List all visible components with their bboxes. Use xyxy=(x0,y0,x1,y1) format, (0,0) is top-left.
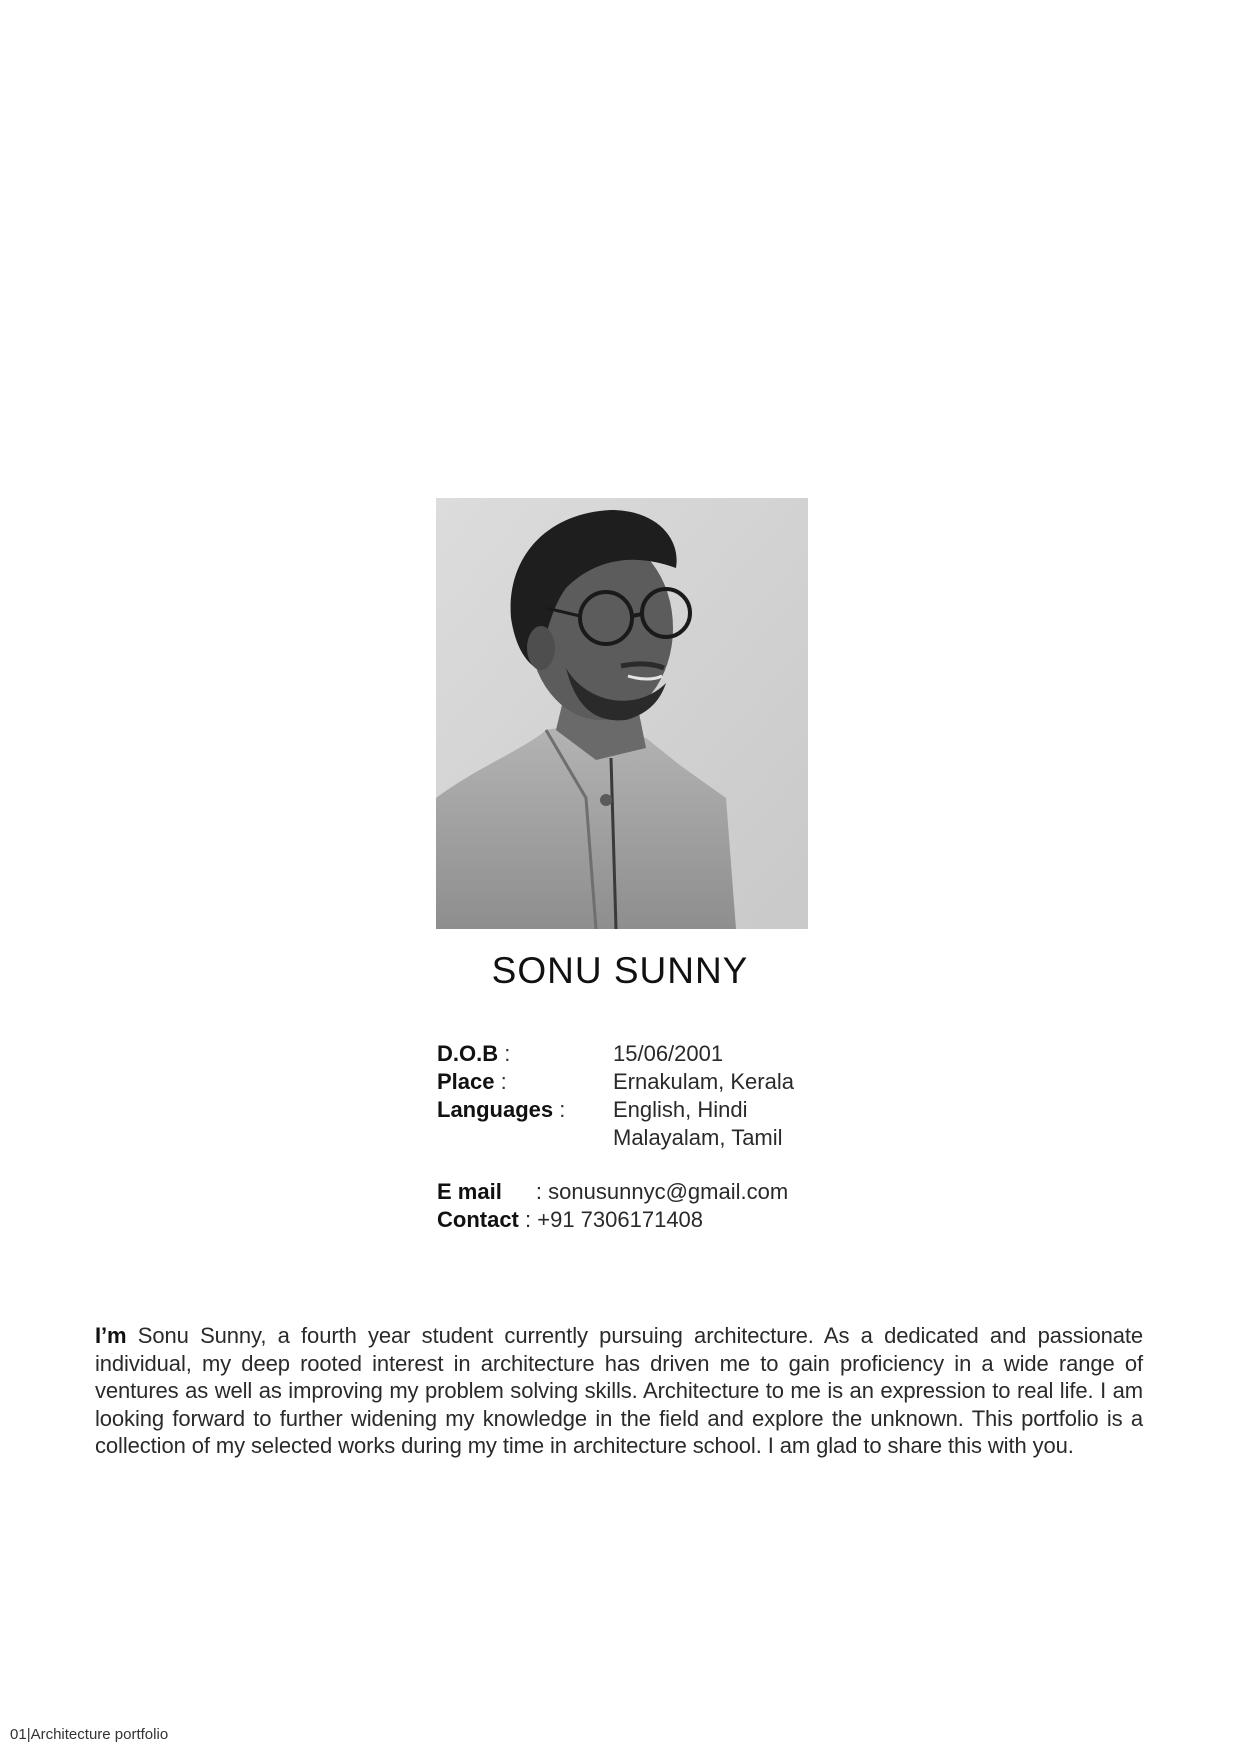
portrait-illustration xyxy=(436,498,808,929)
label-place: Place xyxy=(437,1069,495,1094)
bio-text: Sonu Sunny, a fourth year student currently pursuing architecture. As a dedicated and passionate individual, my deep rooted interest in architecture has driven me to gain proficiency in a wide range of ventures as well as improving my problem solving skills. Architecture to me is an expression to real life. I am looking forward to further widening my knowledge in the field and explore the unknown. This portfolio is a collection of my selected works during my time in architecture school. I am glad to share this with you. xyxy=(95,1323,1143,1459)
person-name-text: SONU SUNNY xyxy=(491,950,749,991)
detail-value-languages-2: Malayalam, Tamil xyxy=(613,1125,783,1150)
portrait-photo xyxy=(436,498,808,929)
label-separator: : xyxy=(498,1041,511,1066)
person-name xyxy=(0,950,1240,992)
contact-details xyxy=(437,1178,788,1234)
detail-row-dob xyxy=(437,1040,794,1068)
personal-details xyxy=(437,1040,794,1152)
detail-value-dob: 15/06/2001 xyxy=(613,1041,724,1066)
page-footer xyxy=(10,1726,168,1743)
label-languages: Languages xyxy=(437,1097,554,1122)
contact-row-email xyxy=(437,1178,788,1206)
detail-row-languages xyxy=(437,1096,794,1124)
email-separator: : xyxy=(529,1179,549,1204)
footer-divider: | xyxy=(26,1726,31,1743)
phone-separator: : xyxy=(518,1207,538,1232)
label-separator: : xyxy=(494,1069,507,1094)
detail-row-languages-continued xyxy=(437,1124,794,1152)
detail-value-languages: English, Hindi xyxy=(613,1097,748,1122)
detail-label xyxy=(437,1068,613,1096)
contact-row-phone xyxy=(437,1206,788,1234)
detail-label xyxy=(437,1040,613,1068)
detail-label-empty xyxy=(437,1124,613,1152)
label-dob: D.O.B xyxy=(437,1041,499,1066)
detail-value-place: Ernakulam, Kerala xyxy=(613,1069,794,1094)
detail-label xyxy=(437,1096,613,1124)
bio-paragraph xyxy=(95,1322,1143,1460)
footer-title: Architecture portfolio xyxy=(30,1726,169,1743)
label-separator: : xyxy=(553,1097,566,1122)
phone-label: Contact xyxy=(437,1207,519,1232)
page-number: 01 xyxy=(10,1726,27,1743)
detail-row-place xyxy=(437,1068,794,1096)
phone-value[interactable]: +91 7306171408 xyxy=(537,1207,704,1232)
email-value[interactable]: sonusunnyc@gmail.com xyxy=(548,1179,789,1204)
email-label: E mail xyxy=(437,1179,502,1204)
bio-lead: I’m xyxy=(95,1323,127,1348)
